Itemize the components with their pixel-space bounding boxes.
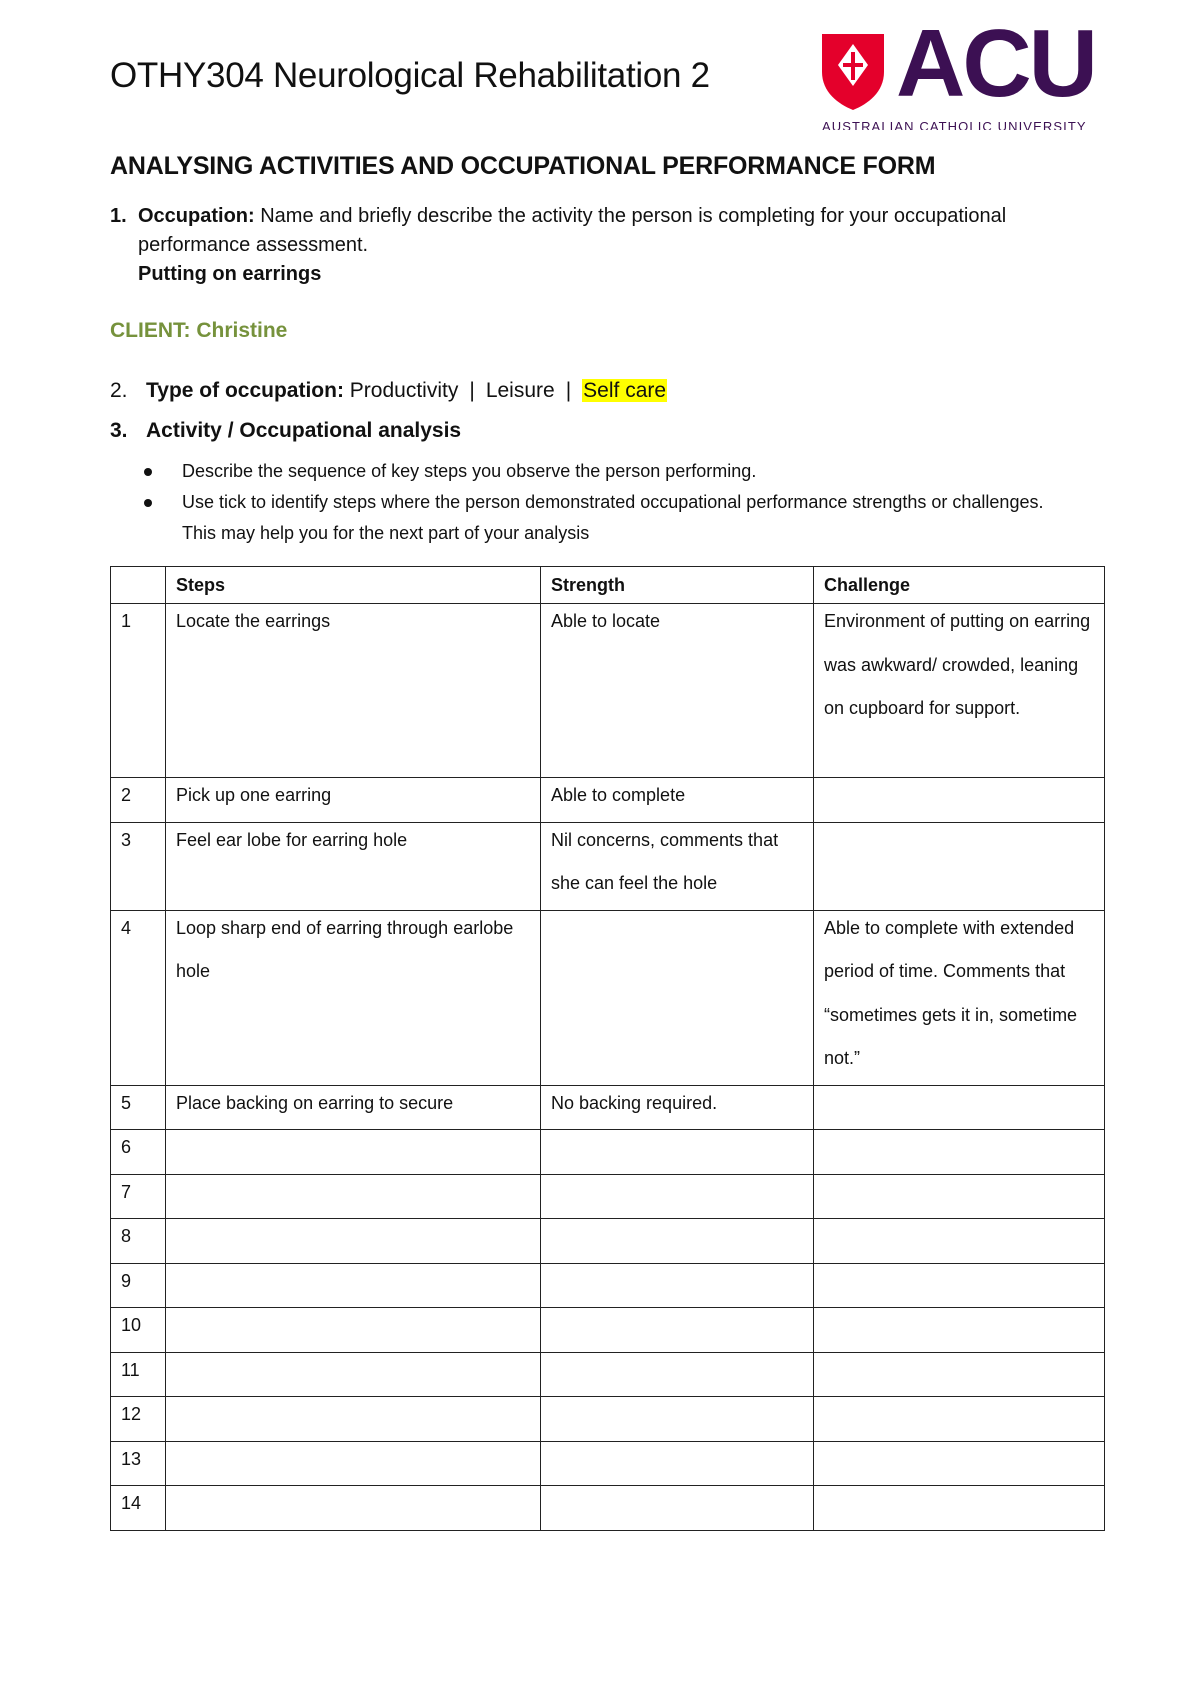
- step-description: Pick up one earring: [166, 778, 541, 823]
- step-strength: Able to complete: [541, 778, 814, 823]
- activity-analysis-label: Activity / Occupational analysis: [146, 419, 462, 442]
- step-strength: Nil concerns, comments that she can feel the hole: [541, 822, 814, 910]
- step-number: 3: [111, 822, 166, 910]
- bullet-icon: [144, 468, 152, 476]
- occupation-label: Occupation:: [138, 205, 255, 227]
- question-occupation: [110, 202, 1010, 289]
- step-challenge: [814, 1085, 1105, 1130]
- table-row: [111, 1174, 1105, 1219]
- step-description: [166, 1486, 541, 1531]
- acu-logo: [820, 10, 1102, 130]
- table-row: [111, 1397, 1105, 1442]
- step-strength: Able to locate: [541, 604, 814, 778]
- option-separator: |: [565, 379, 572, 402]
- question-number: 3.: [110, 419, 128, 442]
- step-number: 11: [111, 1352, 166, 1397]
- table-row: [111, 1219, 1105, 1264]
- step-challenge: [814, 1397, 1105, 1442]
- table-row: [111, 1308, 1105, 1353]
- header-steps: Steps: [166, 567, 541, 604]
- step-challenge: [814, 1130, 1105, 1175]
- step-description: [166, 1308, 541, 1353]
- step-number: 5: [111, 1085, 166, 1130]
- step-challenge: [814, 822, 1105, 910]
- table-row: [111, 910, 1105, 1085]
- step-number: 10: [111, 1308, 166, 1353]
- step-challenge: [814, 1486, 1105, 1531]
- step-number: 2: [111, 778, 166, 823]
- step-challenge: [814, 1263, 1105, 1308]
- step-number: 1: [111, 604, 166, 778]
- table-row: [111, 1352, 1105, 1397]
- header-challenge: Challenge: [814, 567, 1105, 604]
- bullet-text: Use tick to identify steps where the person demonstrated occupational performance strengths or challenges. This may help you for the next part of your analysis: [182, 492, 1044, 543]
- step-number: 7: [111, 1174, 166, 1219]
- acu-subtitle: AUSTRALIAN CATHOLIC UNIVERSITY: [822, 119, 1087, 130]
- step-challenge: [814, 1441, 1105, 1486]
- step-strength: [541, 1219, 814, 1264]
- step-number: 4: [111, 910, 166, 1085]
- option-productivity: Productivity: [349, 379, 459, 402]
- table-row: [111, 1130, 1105, 1175]
- step-strength: [541, 1174, 814, 1219]
- table-row: [111, 604, 1105, 778]
- occupation-answer: Putting on earrings: [138, 263, 322, 285]
- table-row: [111, 1085, 1105, 1130]
- step-strength: [541, 1397, 814, 1442]
- occupation-prompt: Name and briefly describe the activity the person is completing for your occupational performance assessment.: [138, 205, 1007, 256]
- step-description: Loop sharp end of earring through earlobe hole: [166, 910, 541, 1085]
- step-number: 8: [111, 1219, 166, 1264]
- header-number: [111, 567, 166, 604]
- step-strength: [541, 1263, 814, 1308]
- table-row: [111, 1441, 1105, 1486]
- step-description: [166, 1263, 541, 1308]
- step-strength: [541, 1486, 814, 1531]
- step-description: Place backing on earring to secure: [166, 1085, 541, 1130]
- instructions-list: [140, 456, 1080, 549]
- step-challenge: Environment of putting on earring was awkward/ crowded, leaning on cupboard for support.: [814, 604, 1105, 778]
- step-description: [166, 1397, 541, 1442]
- step-number: 9: [111, 1263, 166, 1308]
- step-strength: [541, 1308, 814, 1353]
- step-number: 6: [111, 1130, 166, 1175]
- step-strength: [541, 1441, 814, 1486]
- question-number: 1.: [110, 205, 127, 227]
- table-row: [111, 822, 1105, 910]
- step-description: [166, 1352, 541, 1397]
- step-strength: No backing required.: [541, 1085, 814, 1130]
- bullet-text: Describe the sequence of key steps you observe the person performing.: [182, 461, 757, 481]
- occupation-type-label: Type of occupation:: [146, 379, 344, 402]
- step-strength: [541, 1352, 814, 1397]
- shield-icon: [820, 32, 886, 112]
- step-number: 13: [111, 1441, 166, 1486]
- step-description: [166, 1219, 541, 1264]
- bullet-item: [140, 487, 1080, 549]
- table-row: [111, 1263, 1105, 1308]
- course-title: OTHY304 Neurological Rehabilitation 2: [110, 56, 710, 95]
- question-occupation-type: [110, 379, 667, 403]
- table-header-row: [111, 567, 1105, 604]
- question-activity-analysis: [110, 419, 461, 443]
- bullet-item: [140, 456, 1080, 487]
- header-strength: Strength: [541, 567, 814, 604]
- table-row: [111, 1486, 1105, 1531]
- option-separator: |: [469, 379, 475, 402]
- step-description: Feel ear lobe for earring hole: [166, 822, 541, 910]
- bullet-icon: [144, 499, 152, 507]
- step-description: [166, 1441, 541, 1486]
- step-challenge: [814, 778, 1105, 823]
- step-strength: [541, 910, 814, 1085]
- form-title: ANALYSING ACTIVITIES AND OCCUPATIONAL PERFORMANCE FORM: [110, 152, 936, 180]
- question-number: 2.: [110, 379, 128, 402]
- step-challenge: [814, 1308, 1105, 1353]
- acu-wordmark: ACU: [896, 10, 1095, 117]
- step-challenge: [814, 1352, 1105, 1397]
- step-description: [166, 1130, 541, 1175]
- step-description: [166, 1174, 541, 1219]
- client-name: CLIENT: Christine: [110, 319, 288, 342]
- step-number: 14: [111, 1486, 166, 1531]
- step-challenge: [814, 1174, 1105, 1219]
- table-row: [111, 778, 1105, 823]
- option-self-care-selected: Self care: [583, 379, 667, 402]
- step-challenge: Able to complete with extended period of time. Comments that “sometimes gets it in, sometime not.”: [814, 910, 1105, 1085]
- step-strength: [541, 1130, 814, 1175]
- steps-table: [110, 566, 1105, 1531]
- step-challenge: [814, 1219, 1105, 1264]
- option-leisure: Leisure: [485, 379, 555, 402]
- step-description: Locate the earrings: [166, 604, 541, 778]
- step-number: 12: [111, 1397, 166, 1442]
